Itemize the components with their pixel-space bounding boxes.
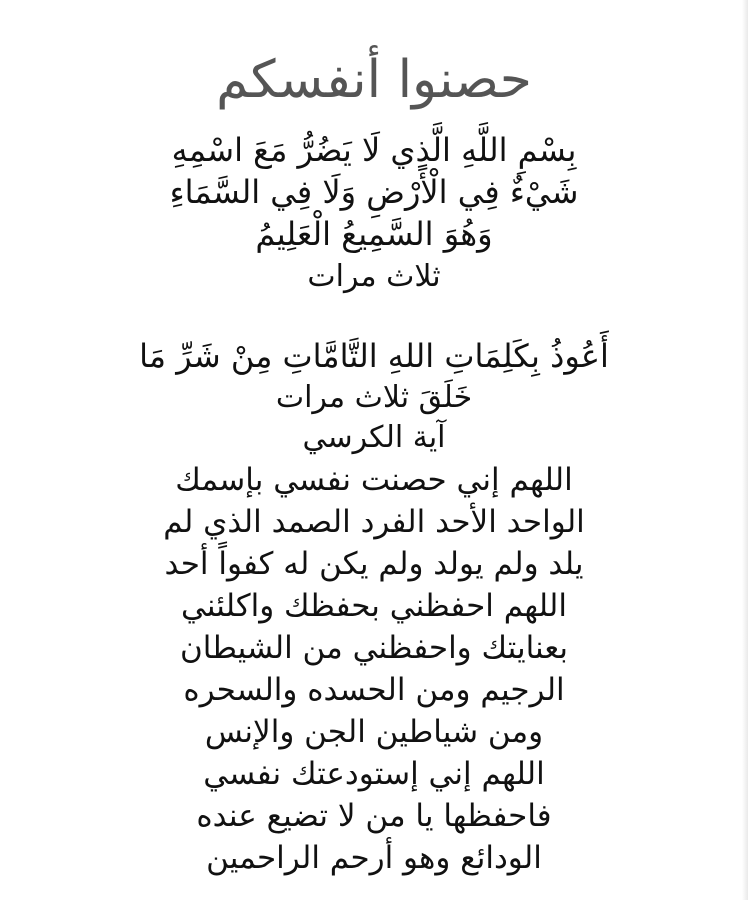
text-line-6: خَلَقَ ثلاث مرات xyxy=(275,380,473,415)
text-line-13: الرجيم ومن الحسده والسحره xyxy=(183,672,565,708)
text-line-17: الودائع وهو أرحم الراحمين xyxy=(206,840,542,876)
text-line-11: اللهم احفظني بحفظك واكلئني xyxy=(181,588,567,624)
text-line-3: وَهُوَ السَّمِيعُ الْعَلِيمُ xyxy=(255,215,493,253)
text-line-9: الواحد الأحد الفرد الصمد الذي لم xyxy=(163,504,585,540)
text-line-12: بعنايتك واحفظني من الشيطان xyxy=(179,630,568,666)
text-line-15: اللهم إني إستودعتك نفسي xyxy=(203,756,545,792)
text-line-1: بِسْمِ اللَّهِ الَّذِي لَا يَضُرُّ مَعَ اسْمِهِ xyxy=(171,131,577,169)
text-line-7: آية الكرسي xyxy=(302,420,446,455)
text-line-14: ومن شياطين الجن والإنس xyxy=(204,714,544,750)
page-title: حصنوا أنفسكم xyxy=(216,50,532,110)
text-line-2: شَيْءٌ فِي الْأَرْضِ وَلَا فِي السَّمَاءِ xyxy=(169,173,579,211)
text-line-16: فاحفظها يا من لا تضيع عنده xyxy=(196,798,552,834)
text-line-8: اللهم إني حصنت نفسي بإسمك xyxy=(175,462,573,498)
text-line-4: ثلاث مرات xyxy=(307,259,441,294)
text-line-5: أَعُوذُ بِكَلِمَاتِ اللهِ التَّامَّاتِ مِنْ شَرِّ مَا xyxy=(139,337,609,375)
text-line-10: يلد ولم يولد ولم يكن له كفواً أحد xyxy=(164,546,584,582)
